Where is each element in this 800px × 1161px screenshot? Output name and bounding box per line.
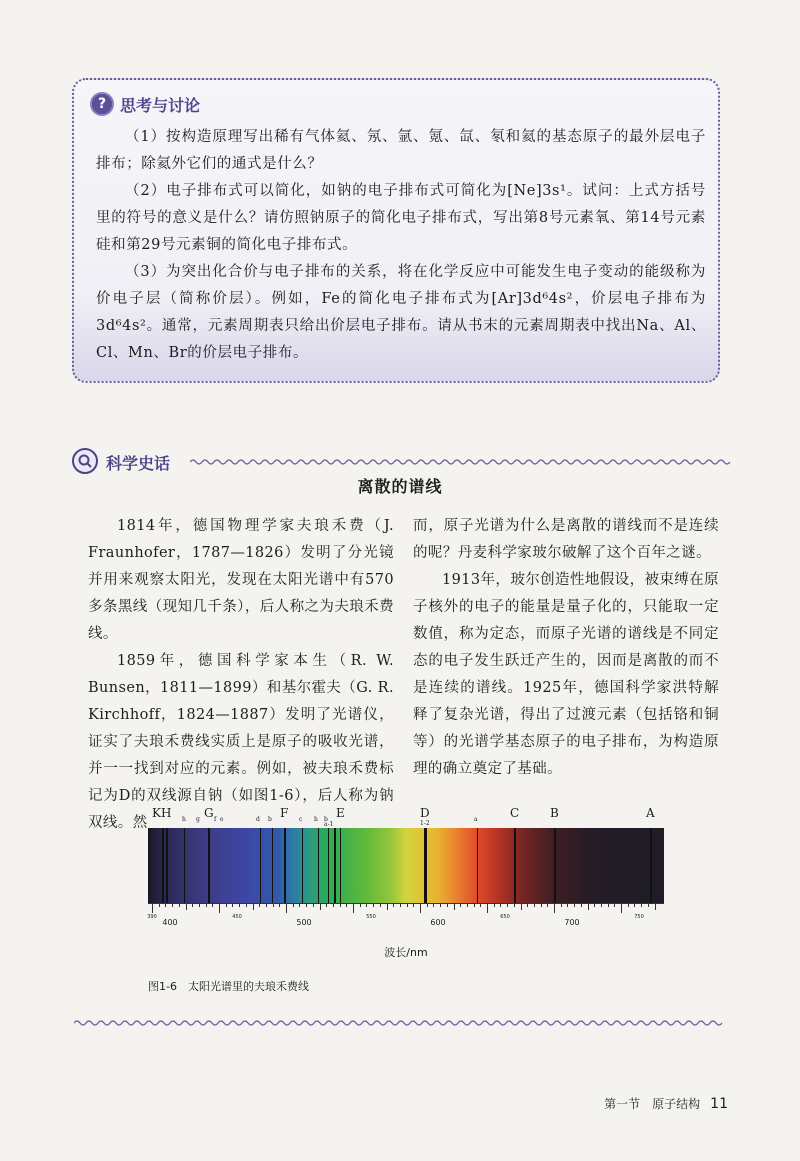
axis-tick [554,903,555,913]
right-column [413,513,719,783]
fraunhofer-label: f [214,816,217,823]
axis-tick [588,903,589,910]
axis-tick [634,903,635,907]
absorption-line [650,828,652,903]
fraunhofer-label: D [420,806,430,820]
fraunhofer-label: F [280,806,289,820]
axis-tick [380,903,381,907]
axis-tick [454,903,455,910]
axis-tick [567,903,568,907]
axis-tick [199,903,200,907]
axis-tick [581,903,582,907]
axis-tick [246,903,247,907]
axis-tick [514,903,515,907]
axis-tick [641,903,642,907]
solar-spectrum-figure [148,800,664,933]
left-column [88,513,394,837]
fraunhofer-label: c [299,816,303,823]
axis-tick [487,903,488,913]
axis-tick [239,903,240,907]
axis-tick [219,903,220,913]
axis-tick [387,903,388,910]
think-discuss-header [90,92,200,116]
paragraph-fraunhofer: 1814年，德国物理学家夫琅禾费（J. Fraunhofer，1787—1826）发明了分光镜并用来观察太阳光，发现在太阳光谱中有570多条黑线（现知几千条），后人称之为夫琅禾费线。 [88,518,394,642]
wavelength-axis [148,903,664,933]
axis-tick [206,903,207,907]
tick-label: 550 [366,914,376,920]
axis-tick [494,903,495,907]
axis-tick [474,903,475,907]
absorption-line [328,828,329,903]
axis-tick [427,903,428,907]
fraunhofer-label: h [314,816,318,823]
fraunhofer-label: a-1 [324,821,334,828]
axis-tick [541,903,542,907]
fraunhofer-label: A [646,806,655,820]
absorption-line [162,828,164,903]
axis-tick [299,903,300,907]
question-3: （3）为突出化合价与电子排布的关系，将在化学反应中可能发生电子变动的能级称为价电子层（简称价层）。例如，Fe的简化电子排布式为[Ar]3d⁶4s²，价层电子排布为3d⁶4s²。通常，元素周期表只给出价层电子排布。请从书末的元素周期表中找出Na、Al、Cl、Mn、Br的价层电子排布。 [96,264,706,361]
spectrum-bar [148,828,664,903]
think-discuss-title: 思考与讨论 [120,95,201,115]
axis-tick [534,903,535,907]
axis-tick [608,903,609,907]
axis-tick [159,903,160,907]
axis-tick [273,903,274,907]
paragraph-bunsen: 1859年，德国科学家本生（R. W. Bunsen，1811—1899）和基尔霍夫（G. R. Kirchhoff，1824—1887）发明了光谱仪，证实了夫琅禾费线实质上是原子的吸收光谱，并一一找到对应的元素。例如，被夫琅禾费标记为D的双线源自钠（如图1-6），后人称为钠双线。然 [88,653,395,831]
axis-tick [420,903,421,913]
page-footer [604,1095,728,1112]
axis-tick [212,903,213,907]
fraunhofer-label: E [336,806,345,820]
axis-tick [279,903,280,907]
axis-tick [333,903,334,907]
magnifier-icon [72,448,98,474]
axis-tick [413,903,414,907]
axis-label: 波长/nm [384,946,428,959]
absorption-line [477,828,478,903]
axis-tick [326,903,327,907]
axis-tick [286,903,287,913]
axis-tick [152,903,153,913]
tick-label: 600 [430,918,446,927]
paragraph-bohr: 1913年，玻尔创造性地假设，被束缚在原子核外的电子的能量是量子化的，只能取一定数值，称为定态，而原子光谱的谱线是不同定态的电子发生跃迁产生的，因而是离散的而不是连续的谱线。1925年，德国科学家洪特解释了复杂光谱，得出了过渡元素（包括铬和铜等）的光谱学基态原子的电子排布，为构造原理的确立奠定了基础。 [413,572,719,777]
axis-tick [165,903,166,907]
absorption-line [554,828,556,903]
axis-tick [574,903,575,907]
axis-tick [320,903,321,910]
paragraph-continuation: 而，原子光谱为什么是离散的谱线而不是连续的呢？丹麦科学家玻尔破解了这个百年之谜。 [413,518,719,561]
tick-label: 750 [634,914,644,920]
axis-tick [561,903,562,907]
axis-tick [467,903,468,907]
fraunhofer-label: a [474,816,478,823]
axis-tick [340,903,341,907]
axis-tick [507,903,508,907]
axis-tick [253,903,254,910]
axis-tick [232,903,233,907]
bottom-wave-divider [74,1019,726,1027]
axis-tick [172,903,173,907]
axis-tick [521,903,522,910]
axis-tick [601,903,602,907]
axis-tick [192,903,193,907]
axis-tick [360,903,361,907]
think-discuss-box [72,78,720,383]
fraunhofer-label: G [204,806,214,820]
figure-caption: 图1-6 太阳光谱里的夫琅禾费线 [148,980,309,993]
fraunhofer-label: e [220,816,224,823]
fraunhofer-label: h [182,816,186,823]
absorption-line [318,828,319,903]
tick-label: 500 [296,918,312,927]
axis-tick [407,903,408,907]
fraunhofer-labels [148,800,664,828]
fraunhofer-label: g [196,816,200,823]
fraunhofer-label: 1-2 [420,820,430,827]
axis-tick [594,903,595,907]
axis-tick [440,903,441,907]
absorption-line [340,828,341,903]
axis-tick [447,903,448,907]
think-discuss-body [96,124,706,367]
absorption-line [424,828,427,903]
axis-tick [614,903,615,907]
absorption-line [208,828,210,903]
absorption-line [184,828,185,903]
axis-tick [306,903,307,907]
absorption-line [260,828,261,903]
axis-tick [353,903,354,913]
axis-tick [366,903,367,907]
tick-label: 450 [232,914,242,920]
axis-tick [313,903,314,907]
tick-label: 390 [147,914,157,920]
wave-divider [190,458,732,466]
fraunhofer-label: d [256,816,260,823]
axis-tick [266,903,267,907]
axis-tick [500,903,501,907]
science-history-title: 科学史话 [106,454,171,473]
axis-tick [346,903,347,907]
absorption-line [514,828,516,903]
absorption-line [302,828,303,903]
axis-tick [186,903,187,910]
axis-tick [373,903,374,907]
axis-tick [460,903,461,907]
axis-tick [648,903,649,907]
fraunhofer-label: C [510,806,520,820]
tick-label: 400 [162,918,178,927]
tick-label: 650 [500,914,510,920]
axis-tick [621,903,622,913]
absorption-line [272,828,273,903]
section-title: 第一节 原子结构 [604,1097,701,1111]
axis-tick [393,903,394,907]
axis-tick [480,903,481,907]
axis-tick [433,903,434,907]
axis-tick [226,903,227,907]
page-number: 11 [710,1096,728,1112]
question-icon: ? [90,92,114,116]
fraunhofer-label: b [324,816,328,823]
axis-tick [400,903,401,907]
absorption-line [284,828,286,903]
axis-tick [547,903,548,907]
absorption-line [334,828,336,903]
tick-label: 700 [564,918,580,927]
axis-tick [293,903,294,907]
axis-tick [655,903,656,910]
axis-tick [179,903,180,907]
question-2: （2）电子排布式可以简化，如钠的电子排布式可简化为[Ne]3s¹。试问：上式方括号里的符号的意义是什么？请仿照钠原子的简化电子排布式，写出第8号元素氧、第14号元素硅和第29号元素铜的简化电子排布式。 [96,183,706,253]
article-title: 离散的谱线 [357,477,443,496]
fraunhofer-label: b [268,816,272,823]
axis-tick [527,903,528,907]
fraunhofer-label: B [550,806,559,820]
absorption-line [166,828,168,903]
question-1: （1）按构造原理写出稀有气体氦、氖、氩、氪、氙、氡和氦的基态原子的最外层电子排布；除氦外它们的通式是什么？ [96,129,706,172]
axis-tick [628,903,629,907]
fraunhofer-label: KH [152,806,172,820]
axis-tick [259,903,260,907]
